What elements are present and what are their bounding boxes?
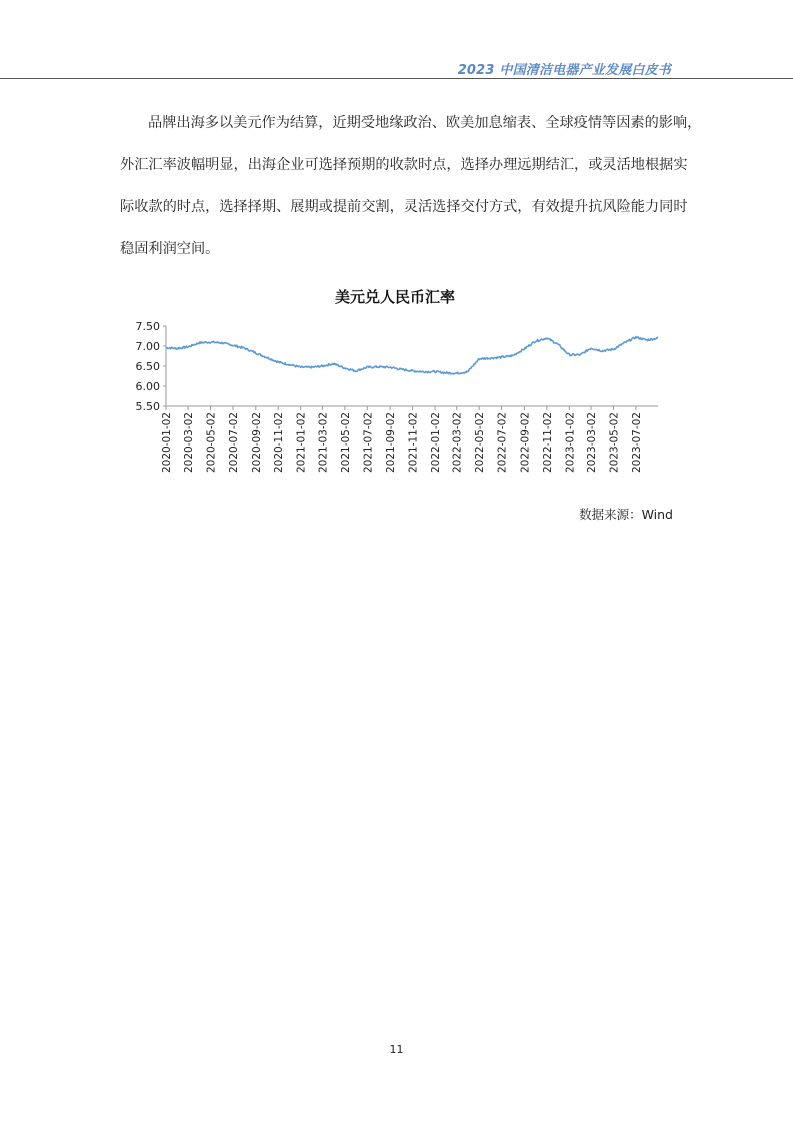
y-tick-label: 7.50 <box>135 320 160 333</box>
x-tick-label: 2021-07-02 <box>362 412 375 474</box>
exchange-rate-chart <box>0 0 793 490</box>
series-line <box>166 337 658 374</box>
y-tick-label: 6.50 <box>135 360 160 373</box>
x-tick-label: 2020-03-02 <box>183 412 196 474</box>
x-tick-label: 2022-01-02 <box>429 412 442 474</box>
x-tick-label: 2021-03-02 <box>317 412 330 474</box>
paragraph-line: 品牌出海多以美元作为结算，近期受地缘政治、欧美加息缩表、全球疫情等因素的影响， <box>148 115 702 131</box>
paragraph-line: 际收款的时点，选择择期、展期或提前交割，灵活选择交付方式，有效提升抗风险能力同时 <box>120 199 688 215</box>
x-tick-label: 2020-07-02 <box>227 412 240 474</box>
x-tick-label: 2022-11-02 <box>541 412 554 474</box>
x-tick-label: 2020-11-02 <box>273 412 286 474</box>
x-tick-label: 2020-09-02 <box>250 412 263 474</box>
paragraph-line: 外汇汇率波幅明显，出海企业可选择预期的收款时点，选择办理远期结汇，或灵活地根据实 <box>120 157 688 173</box>
x-tick-label: 2022-07-02 <box>496 412 509 474</box>
x-tick-label: 2023-03-02 <box>586 412 599 474</box>
x-tick-label: 2021-01-02 <box>295 412 308 474</box>
x-tick-label: 2020-05-02 <box>205 412 218 474</box>
header-title: 2023 中国清洁电器产业发展白皮书 <box>457 63 671 78</box>
x-tick-label: 2021-11-02 <box>407 412 420 474</box>
y-tick-label: 5.50 <box>135 400 160 413</box>
x-tick-label: 2022-03-02 <box>451 412 464 474</box>
page-number: 11 <box>389 1043 404 1056</box>
x-tick-label: 2023-05-02 <box>608 412 621 474</box>
paragraph-line: 稳固利润空间。 <box>120 241 220 257</box>
y-tick-label: 6.00 <box>135 380 160 393</box>
x-tick-label: 2022-05-02 <box>474 412 487 474</box>
x-tick-label: 2020-01-02 <box>161 412 173 474</box>
source-note: 数据来源：Wind <box>579 507 673 522</box>
x-tick-label: 2021-09-02 <box>385 412 398 474</box>
x-tick-label: 2023-01-02 <box>564 412 577 474</box>
y-tick-label: 7.00 <box>135 340 160 353</box>
x-tick-label: 2023-07-02 <box>630 412 643 474</box>
chart-title: 美元兑人民币汇率 <box>334 288 455 306</box>
x-tick-label: 2021-05-02 <box>339 412 352 474</box>
x-tick-label: 2022-09-02 <box>519 412 532 474</box>
